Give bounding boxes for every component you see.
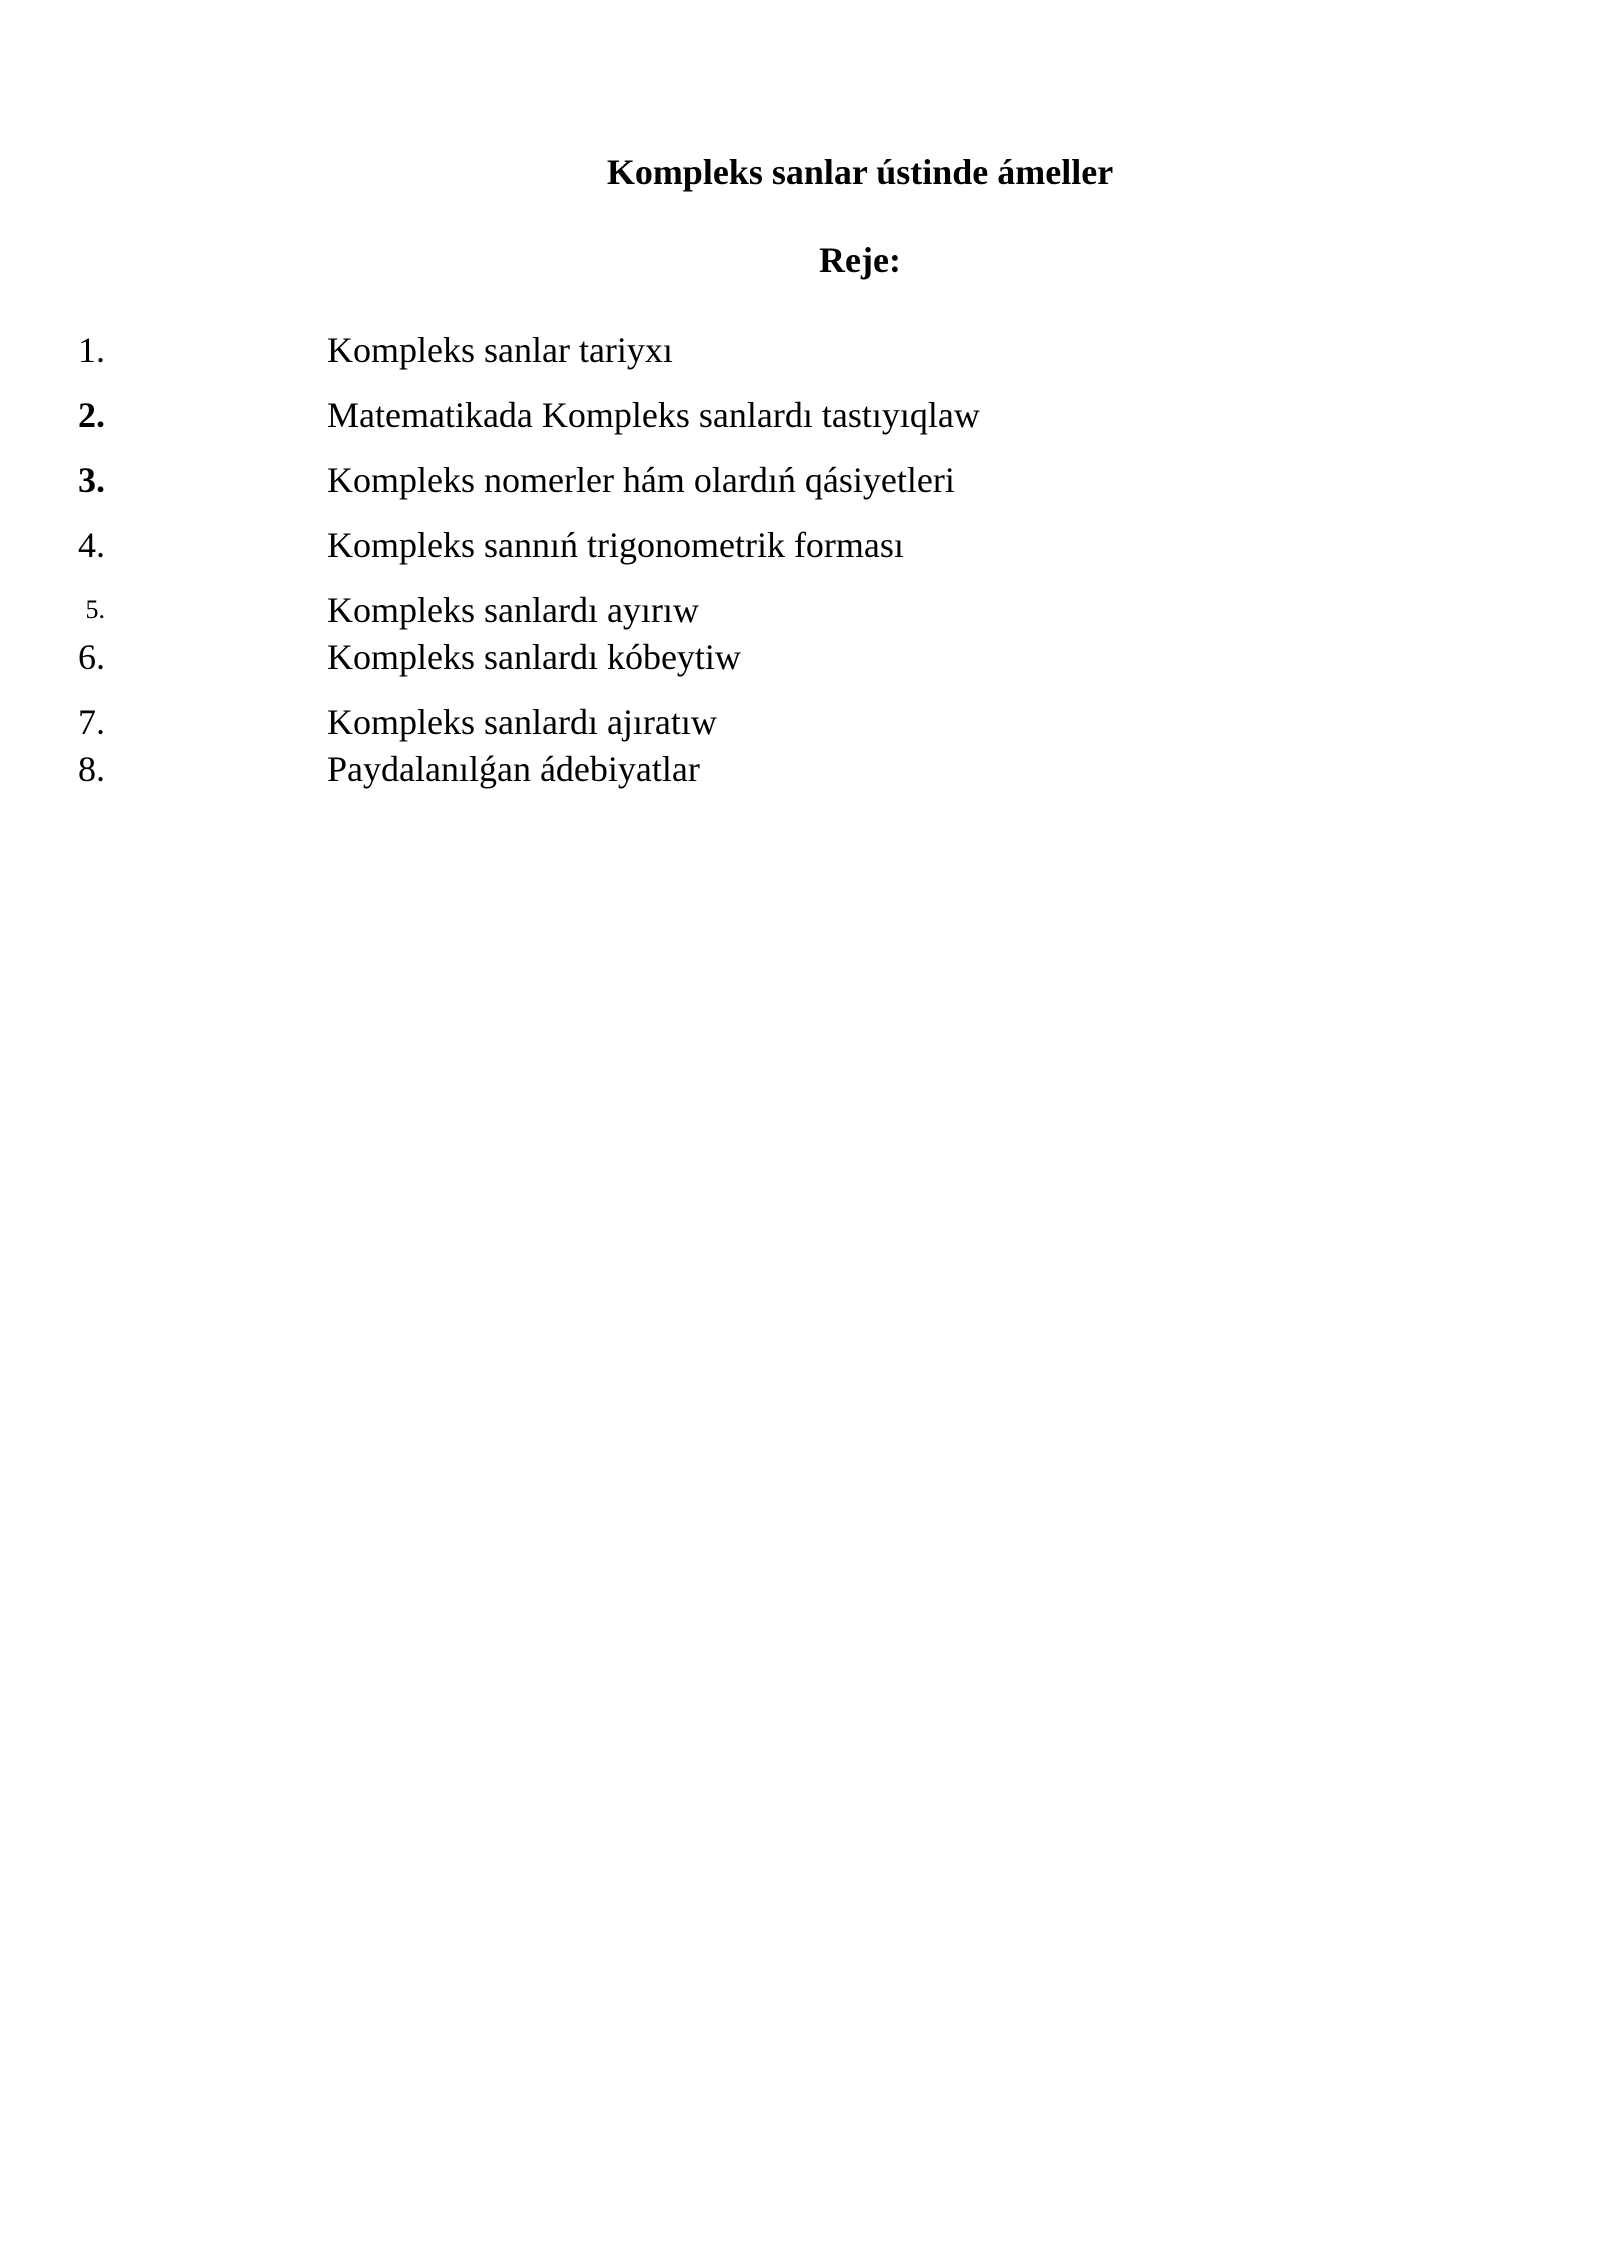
list-item-number: 1. [78,330,105,370]
list-item-text: Kompleks sanlardı ajıratıw [327,702,717,742]
list-item-number: 2. [78,395,105,435]
list-item-text: Kompleks sanlardı kóbeytiw [327,637,741,677]
list-item [0,700,1400,744]
list-item-number: 5. [85,595,105,624]
list-item-number: 7. [78,702,105,742]
list-item [0,747,1400,791]
list-item-text: Kompleks nomerler hám olardıń qásiyetleri [327,460,955,500]
list-item [0,523,1400,567]
plan-heading: Reje: [819,240,901,280]
list-item-text: Kompleks sanlar tariyxı [327,330,673,370]
list-item-text: Kompleks sannıń trigonometrik forması [327,525,904,565]
list-item-text: Matematikada Kompleks sanlardı tastıyıqlaw [327,395,980,435]
list-item [0,635,1400,679]
list-item [0,328,1400,372]
list-item [0,458,1400,502]
list-item-text: Paydalanılǵan ádebiyatlar [327,749,700,789]
list-item-text: Kompleks sanlardı ayırıw [327,590,699,630]
list-item [0,393,1400,437]
list-item-number: 8. [78,749,105,789]
list-item-number: 4. [78,525,105,565]
document-title: Kompleks sanlar ústinde ámeller [606,152,1114,192]
list-item-number: 3. [78,460,105,500]
list-item [0,588,1400,632]
list-item-number: 6. [78,637,105,677]
